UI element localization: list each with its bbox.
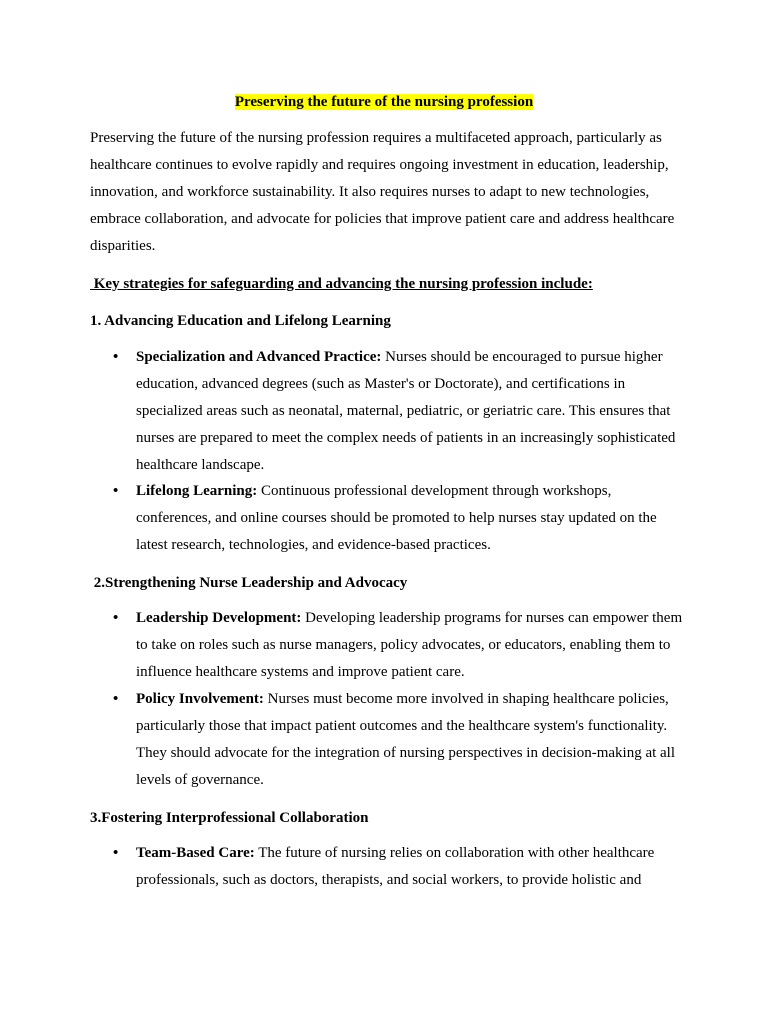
bullet-icon: • <box>113 349 119 365</box>
section-heading-education: 1. Advancing Education and Lifelong Learning <box>90 313 391 329</box>
bullet-term: Leadership Development: <box>136 610 302 626</box>
list-item <box>113 344 684 479</box>
intro-paragraph: Preserving the future of the nursing profession requires a multifaceted approach, particularly as healthcare continues to evolve rapidly and requires ongoing investment in education, leadership, innovation, and workforce sustainability. It also requires nurses to adapt to new technologies, embrace collaboration, and advocate for policies that improve patient care and address healthcare disparities. <box>90 130 675 254</box>
list-item <box>113 840 684 894</box>
bullet-term: Policy Involvement: <box>136 691 264 707</box>
bullet-text: Nurses must become more involved in shaping healthcare policies, particularly those that impact patient outcomes and the healthcare system's functionality. They should advocate for the integration of nursing perspectives in decision-making at all levels of governance. <box>136 691 676 788</box>
bullet-icon: • <box>113 483 119 499</box>
bullet-text: Developing leadership programs for nurses can empower them to take on roles such as nurse managers, policy advocates, or educators, enabling them to influence healthcare systems and improve patient care. <box>136 610 683 680</box>
bullet-text: Continuous professional development through workshops, conferences, and online courses should be promoted to help nurses stay updated on the latest research, technologies, and evidence-based practices. <box>136 483 657 553</box>
list-item <box>113 686 684 794</box>
bullet-text: The future of nursing relies on collaboration with other healthcare professionals, such as doctors, therapists, and social workers, to provide holistic and <box>136 845 655 888</box>
bullet-term: Specialization and Advanced Practice: <box>136 349 382 365</box>
bullet-term: Lifelong Learning: <box>136 483 258 499</box>
bullet-icon: • <box>113 610 119 626</box>
bullet-icon: • <box>113 845 119 861</box>
document-title <box>0 93 768 112</box>
strategies-heading: Key strategies for safeguarding and advancing the nursing profession include: <box>90 276 593 292</box>
list-item <box>113 605 684 686</box>
title-highlight: Preserving the future of the nursing profession <box>234 94 534 110</box>
section-heading-collaboration: 3.Fostering Interprofessional Collaboration <box>90 810 369 826</box>
bullet-icon: • <box>113 691 119 707</box>
section-heading-leadership: 2.Strengthening Nurse Leadership and Advocacy <box>90 575 408 591</box>
bullet-text: Nurses should be encouraged to pursue higher education, advanced degrees (such as Master's or Doctorate), and certifications in specialized areas such as neonatal, maternal, pediatric, or geriatric care. This ensures that nurses are prepared to meet the complex needs of patients in an increasingly sophisticated healthcare landscape. <box>136 349 676 473</box>
bullet-term: Team-Based Care: <box>136 845 255 861</box>
list-item <box>113 478 684 559</box>
